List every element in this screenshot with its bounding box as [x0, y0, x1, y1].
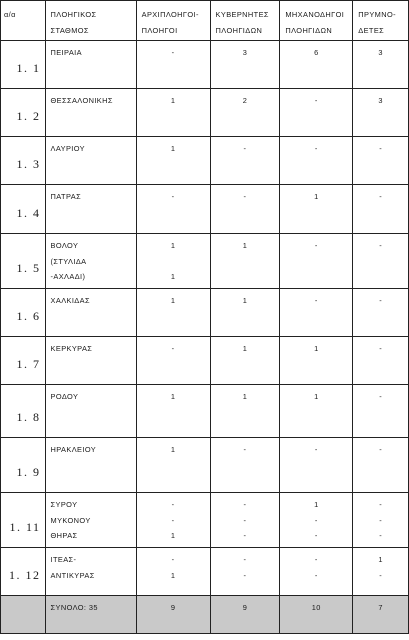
kyb-value: 1 — [210, 337, 280, 385]
arch-value: 1 1 — [136, 234, 210, 289]
table-row — [1, 493, 409, 548]
total-kyb: 9 — [210, 596, 280, 634]
mech-value: 1 — [280, 385, 353, 438]
kyb-value: - - — [210, 548, 280, 596]
prym-value: 3 — [353, 89, 409, 137]
table-row — [1, 385, 409, 438]
kyb-value: 1 — [210, 234, 280, 289]
row-number: 1. 3 — [1, 137, 46, 185]
kyb-value: - — [210, 185, 280, 234]
header-prym: ΠΡΥΜΝΟ- ΔΕΤΕΣ — [353, 1, 409, 41]
total-row — [1, 596, 409, 634]
kyb-value: 3 — [210, 41, 280, 89]
mech-value: - - — [280, 548, 353, 596]
prym-value: - — [353, 337, 409, 385]
header-row — [1, 1, 409, 41]
row-number: 1. 12 — [1, 548, 46, 596]
mech-value: 6 — [280, 41, 353, 89]
arch-value: 1 — [136, 137, 210, 185]
total-mech: 10 — [280, 596, 353, 634]
row-number: 1. 5 — [1, 234, 46, 289]
total-empty-cell — [1, 596, 46, 634]
row-number: 1. 7 — [1, 337, 46, 385]
header-arch: ΑΡΧΙΠΛΟΗΓΟΙ- ΠΛΟΗΓΟΙ — [136, 1, 210, 41]
mech-value: - — [280, 137, 353, 185]
station-name: ΗΡΑΚΛΕΙΟΥ — [45, 438, 136, 493]
mech-value: 1 — [280, 337, 353, 385]
station-name: ΛΑΥΡΙΟΥ — [45, 137, 136, 185]
station-name: ΣΥΡΟΥ ΜΥΚΟΝΟΥ ΘΗΡΑΣ — [45, 493, 136, 548]
mech-value: - — [280, 289, 353, 337]
prym-value: - — [353, 234, 409, 289]
prym-value: - — [353, 289, 409, 337]
table-row — [1, 289, 409, 337]
kyb-value: - — [210, 137, 280, 185]
station-name: ΠΕΙΡΑΙΑ — [45, 41, 136, 89]
arch-value: - - 1 — [136, 493, 210, 548]
kyb-value: 1 — [210, 385, 280, 438]
table-row — [1, 337, 409, 385]
mech-value: - — [280, 89, 353, 137]
station-name: ΠΑΤΡΑΣ — [45, 185, 136, 234]
prym-value: - — [353, 185, 409, 234]
table-row — [1, 185, 409, 234]
arch-value: - 1 — [136, 548, 210, 596]
mech-value: - — [280, 438, 353, 493]
prym-value: - — [353, 385, 409, 438]
kyb-value: 1 — [210, 289, 280, 337]
row-number: 1. 11 — [1, 493, 46, 548]
header-kyb: ΚΥΒΕΡΝΗΤΕΣ ΠΛΟΗΓΙΔΩΝ — [210, 1, 280, 41]
total-prym: 7 — [353, 596, 409, 634]
station-name: ΒΟΛΟΥ (ΣΤΥΛΙΔΑ -ΑΧΛΑΔΙ) — [45, 234, 136, 289]
station-name: ΡΟΔΟΥ — [45, 385, 136, 438]
arch-value: 1 — [136, 385, 210, 438]
row-number: 1. 9 — [1, 438, 46, 493]
station-name: ΧΑΛΚΙΔΑΣ — [45, 289, 136, 337]
table-row — [1, 89, 409, 137]
header-num: α/α — [1, 1, 46, 41]
prym-value: 3 — [353, 41, 409, 89]
table-row — [1, 41, 409, 89]
station-name: ΚΕΡΚΥΡΑΣ — [45, 337, 136, 385]
mech-value: 1 - - — [280, 493, 353, 548]
row-number: 1. 8 — [1, 385, 46, 438]
arch-value: 1 — [136, 89, 210, 137]
prym-value: 1 - — [353, 548, 409, 596]
station-name: ΘΕΣΣΑΛΟΝΙΚΗΣ — [45, 89, 136, 137]
mech-value: 1 — [280, 185, 353, 234]
prym-value: - — [353, 137, 409, 185]
arch-value: - — [136, 337, 210, 385]
header-station: ΠΛΟΗΓΙΚΟΣ ΣΤΑΘΜΟΣ — [45, 1, 136, 41]
total-label: ΣΥΝΟΛΟ: 35 — [45, 596, 136, 634]
prym-value: - — [353, 438, 409, 493]
mech-value: - — [280, 234, 353, 289]
table-row — [1, 137, 409, 185]
station-name: ΙΤΕΑΣ- ΑΝΤΙΚΥΡΑΣ — [45, 548, 136, 596]
row-number: 1. 2 — [1, 89, 46, 137]
arch-value: 1 — [136, 289, 210, 337]
kyb-value: - — [210, 438, 280, 493]
row-number: 1. 4 — [1, 185, 46, 234]
kyb-value: 2 — [210, 89, 280, 137]
arch-value: 1 — [136, 438, 210, 493]
total-arch: 9 — [136, 596, 210, 634]
table-row — [1, 548, 409, 596]
prym-value: - - - — [353, 493, 409, 548]
row-number: 1. 1 — [1, 41, 46, 89]
kyb-value: - - - — [210, 493, 280, 548]
row-number: 1. 6 — [1, 289, 46, 337]
arch-value: - — [136, 185, 210, 234]
table-row — [1, 234, 409, 289]
arch-value: - — [136, 41, 210, 89]
table-row — [1, 438, 409, 493]
header-mech: ΜΗΧΑΝΟΔΗΓΟΙ ΠΛΟΗΓΙΔΩΝ — [280, 1, 353, 41]
